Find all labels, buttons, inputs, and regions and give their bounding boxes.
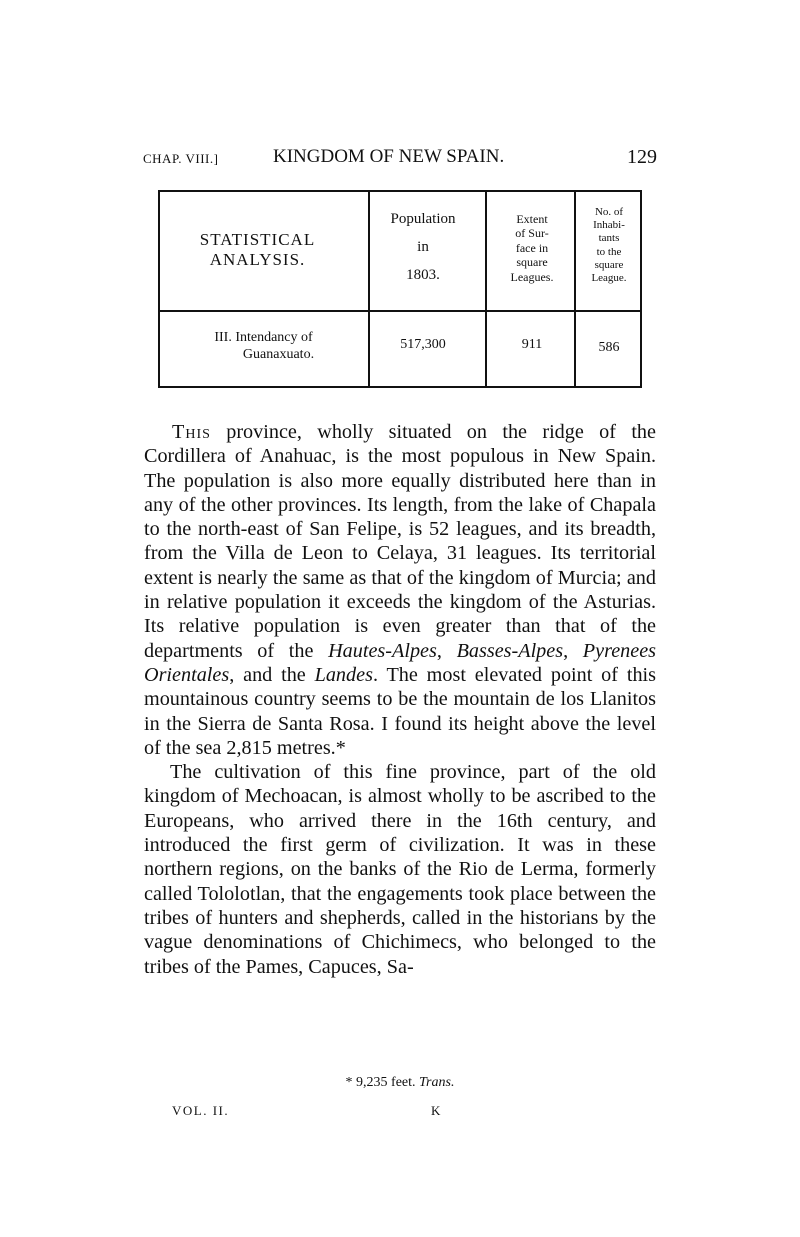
body-text [144, 420, 656, 979]
table-left-border [158, 190, 160, 388]
running-header [143, 146, 657, 170]
table-header-rule [158, 310, 642, 312]
volume-label: VOL. II. [172, 1103, 230, 1118]
table-top-rule [158, 190, 642, 192]
drop-word: This [172, 421, 211, 443]
row-population: 517,300 [400, 337, 446, 352]
table-right-border [640, 190, 642, 388]
statistical-table [158, 190, 642, 390]
paragraph-1: This province, wholly situated on the ridge of the Cordillera of Anahuac, is the most populous in New Spain. The population is also more equally distributed here than in any of the other provinces. Its length, from the lake of Chapala to the north-east of San Felipe, is 52 leagues, and its breadth, from the Villa de Leon to Celaya, 31 leagues. Its territorial extent is nearly the same as that of the kingdom of Murcia; and in relative population it exceeds the kingdom of the Asturias. Its relative population is even greater than that of the departments of the Hautes-Alpes, Basses-Alpes, Pyrenees Orientales, and the Landes. The most elevated point of this mountainous country seems to be the mountain de los Llanitos in the Sierra de Santa Rosa. I found its height above the level of the sea 2,815 metres.* [144, 421, 657, 759]
row-inhabitants: 586 [598, 340, 620, 355]
col-header-inhabitants: No. of Inhabi- tants to the square League. [591, 206, 627, 284]
paragraph-2: The cultivation of this fine province, part of the old kingdom of Mechoacan, is almost wholly to be ascribed to the Europeans, who arrived there in the 16th century, and introduced the first germ of civilization. It was in these northern regions, on the banks of the Rio de Lerma, formerly called Tololotlan, that the engagements took place between the tribes of hunters and shepherds, called in the historians by the vague denominations of Chichimecs, who belonged to the tribes of the Pames, Capuces, Sa- [144, 761, 656, 978]
table-col-divider [485, 190, 487, 388]
chapter-label: CHAP. VIII.] [143, 151, 219, 166]
table-bottom-rule [158, 386, 642, 388]
col-header-population: Population in 1803. [390, 211, 456, 283]
page-number: 129 [627, 146, 657, 168]
col-header-extent: Extent of Sur- face in square Leagues. [510, 212, 554, 284]
signature-mark: K [431, 1103, 441, 1118]
page-title: KINGDOM OF NEW SPAIN. [273, 146, 505, 167]
table-title: STATISTICAL ANALYSIS. [199, 230, 316, 270]
row-intendancy-name: III. Intendancy of Guanaxuato. [214, 330, 315, 362]
row-extent: 911 [521, 337, 543, 352]
footnote: * 9,235 feet. Trans. [345, 1075, 455, 1090]
